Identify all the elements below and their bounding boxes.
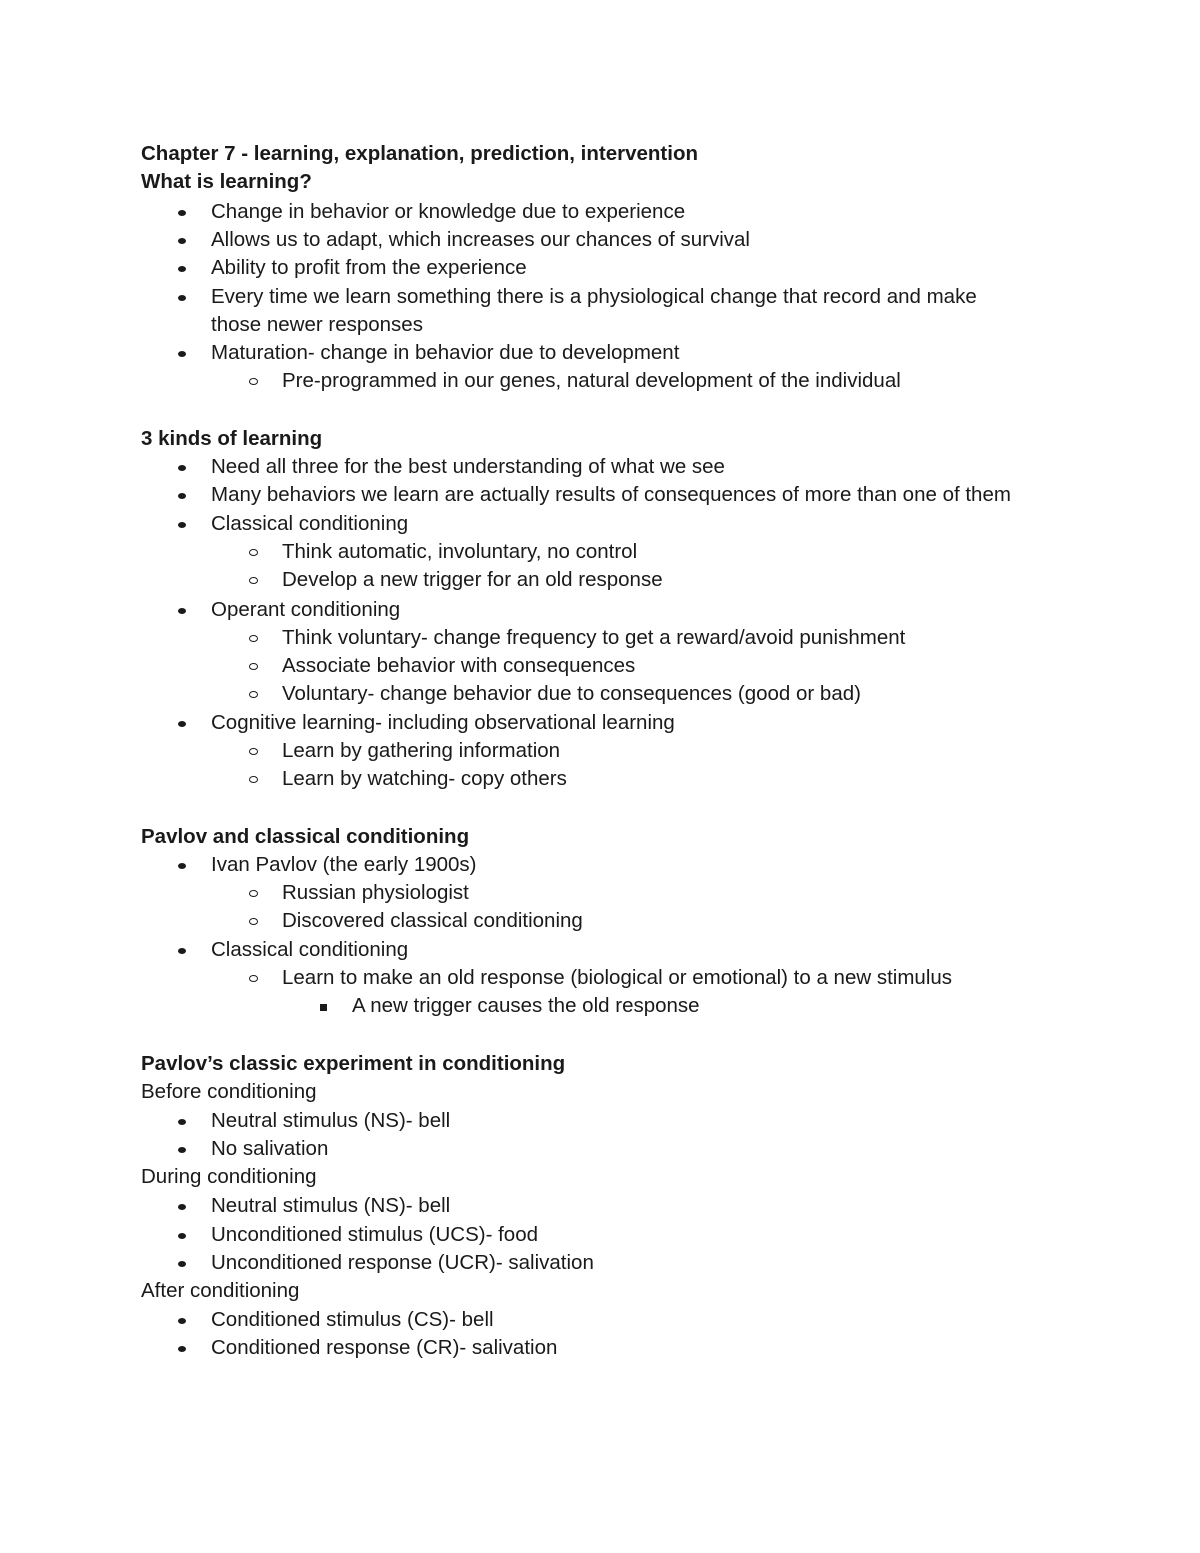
subheading-during: During conditioning: [141, 1165, 317, 1188]
bullet-disc-icon: [178, 721, 186, 727]
list-item: Every time we learn something there is a physiological change that record and make: [211, 283, 977, 311]
section-heading-pavlov: Pavlov and classical conditioning: [141, 825, 470, 848]
list-item: Maturation- change in behavior due to development: [211, 339, 679, 367]
bullet-square-icon: [320, 1004, 327, 1011]
list-item: Unconditioned response (UCR)- salivation: [211, 1249, 594, 1277]
bullet-circle-icon: [249, 890, 258, 897]
bullet-disc-icon: [178, 1261, 186, 1267]
sub-list-item: Learn by watching- copy others: [282, 765, 567, 793]
bullet-circle-icon: [249, 663, 258, 670]
sub-sub-list-item: A new trigger causes the old response: [352, 992, 700, 1020]
list-item: Neutral stimulus (NS)- bell: [211, 1107, 450, 1135]
bullet-disc-icon: [178, 465, 186, 471]
list-item: Classical conditioning: [211, 936, 408, 964]
bullet-disc-icon: [178, 1318, 186, 1324]
bullet-circle-icon: [249, 635, 258, 642]
sub-list-item: Think voluntary- change frequency to get a reward/avoid punishment: [282, 624, 905, 652]
section-heading-what-is-learning: What is learning?: [141, 170, 312, 193]
list-item: Operant conditioning: [211, 596, 400, 624]
list-item: Ability to profit from the experience: [211, 254, 527, 282]
bullet-circle-icon: [249, 748, 258, 755]
list-item: Conditioned response (CR)- salivation: [211, 1334, 557, 1362]
section-heading-kinds-of-learning: 3 kinds of learning: [141, 427, 323, 450]
bullet-disc-icon: [178, 1204, 186, 1210]
bullet-disc-icon: [178, 210, 186, 216]
list-item: Change in behavior or knowledge due to experience: [211, 198, 685, 226]
list-item-continuation: those newer responses: [211, 313, 423, 336]
bullet-circle-icon: [249, 776, 258, 783]
bullet-disc-icon: [178, 1346, 186, 1352]
bullet-circle-icon: [249, 918, 258, 925]
bullet-circle-icon: [249, 691, 258, 698]
list-item: Allows us to adapt, which increases our chances of survival: [211, 226, 750, 254]
bullet-disc-icon: [178, 522, 186, 528]
list-item: Many behaviors we learn are actually results of consequences of more than one of them: [211, 481, 1011, 509]
bullet-circle-icon: [249, 975, 258, 982]
bullet-disc-icon: [178, 295, 186, 301]
sub-list-item: Discovered classical conditioning: [282, 907, 583, 935]
sub-list-item: Learn by gathering information: [282, 737, 560, 765]
list-item: Conditioned stimulus (CS)- bell: [211, 1306, 494, 1334]
bullet-disc-icon: [178, 1119, 186, 1125]
bullet-disc-icon: [178, 493, 186, 499]
bullet-disc-icon: [178, 238, 186, 244]
bullet-disc-icon: [178, 948, 186, 954]
list-item: No salivation: [211, 1135, 328, 1163]
list-item: Neutral stimulus (NS)- bell: [211, 1192, 450, 1220]
bullet-circle-icon: [249, 549, 258, 556]
bullet-circle-icon: [249, 378, 258, 385]
sub-list-item: Russian physiologist: [282, 879, 469, 907]
list-item: Classical conditioning: [211, 510, 408, 538]
bullet-disc-icon: [178, 608, 186, 614]
chapter-title: Chapter 7 - learning, explanation, prediction, intervention: [141, 142, 698, 165]
bullet-disc-icon: [178, 351, 186, 357]
sub-list-item: Think automatic, involuntary, no control: [282, 538, 637, 566]
sub-list-item: Associate behavior with consequences: [282, 652, 635, 680]
subheading-before: Before conditioning: [141, 1080, 317, 1103]
bullet-disc-icon: [178, 266, 186, 272]
section-heading-pavlov-experiment: Pavlov’s classic experiment in conditioning: [141, 1052, 566, 1075]
list-item: Ivan Pavlov (the early 1900s): [211, 851, 477, 879]
sub-list-item: Develop a new trigger for an old response: [282, 566, 663, 594]
bullet-circle-icon: [249, 577, 258, 584]
bullet-disc-icon: [178, 1233, 186, 1239]
list-item: Need all three for the best understanding of what we see: [211, 453, 725, 481]
bullet-disc-icon: [178, 1147, 186, 1153]
subheading-after: After conditioning: [141, 1279, 300, 1302]
sub-list-item: Pre-programmed in our genes, natural development of the individual: [282, 367, 901, 395]
sub-list-item: Learn to make an old response (biological or emotional) to a new stimulus: [282, 964, 952, 992]
list-item: Unconditioned stimulus (UCS)- food: [211, 1221, 538, 1249]
list-item: Cognitive learning- including observational learning: [211, 709, 675, 737]
bullet-disc-icon: [178, 863, 186, 869]
sub-list-item: Voluntary- change behavior due to consequences (good or bad): [282, 680, 861, 708]
